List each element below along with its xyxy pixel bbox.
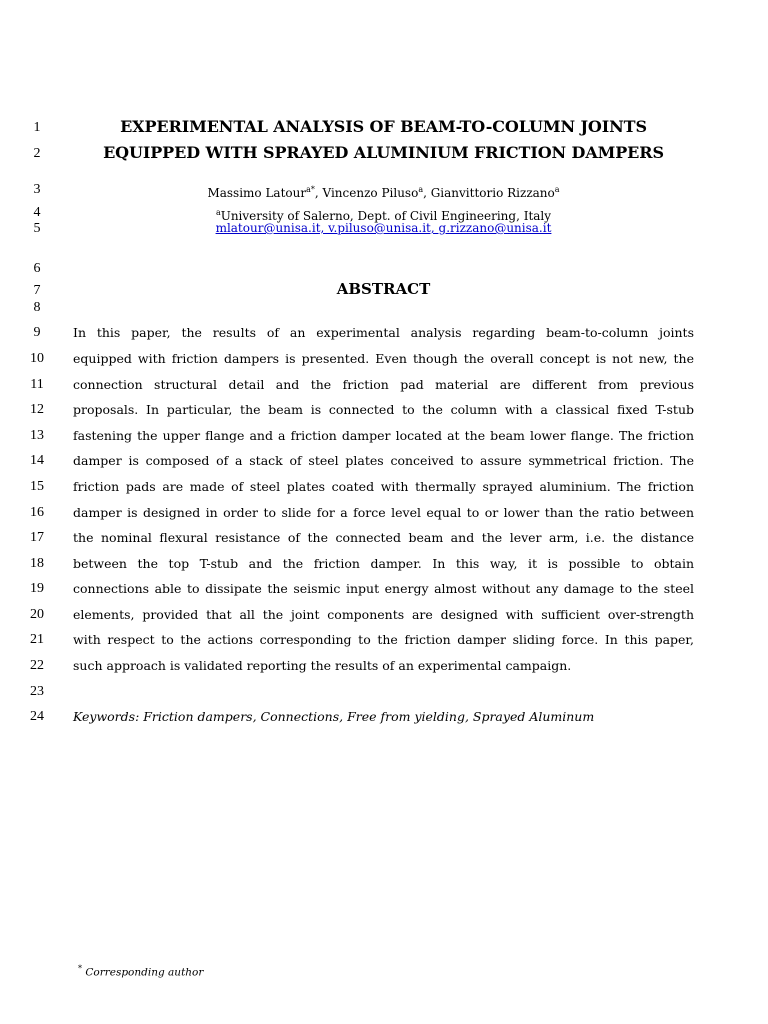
line-number: 21 (30, 632, 44, 647)
affiliation-text: University of Salerno, Dept. of Civil Engineering, Italy (220, 209, 552, 223)
line-number: 22 (30, 658, 44, 673)
affiliation-superscript: a (215, 208, 221, 217)
keywords: Keywords: Friction dampers, Connections, Free from yielding, Sprayed Aluminum (73, 709, 595, 724)
footnote-marker: * (78, 964, 82, 973)
line-number: 2 (33, 146, 41, 161)
author-superscript: a (554, 185, 560, 194)
abstract-line: elements, provided that all the joint components are designed with sufficient over-strength (73, 607, 694, 622)
line-number: 6 (33, 261, 41, 276)
line-number: 12 (30, 402, 44, 417)
line-number: 14 (30, 453, 44, 468)
line-number: 4 (33, 205, 41, 220)
line-number: 9 (33, 325, 41, 340)
footnote (78, 964, 203, 979)
abstract-line: equipped with friction dampers is presented. Even though the overall concept is not new, the (73, 351, 694, 366)
paper-title-line-2: EQUIPPED WITH SPRAYED ALUMINIUM FRICTION DAMPERS (103, 143, 664, 162)
line-number: 17 (30, 530, 44, 545)
abstract-line: proposals. In particular, the beam is connected to the column with a classical fixed T-stub (73, 402, 694, 417)
footnote-text: Corresponding author (82, 966, 204, 979)
line-number: 24 (30, 709, 44, 724)
abstract-line: the nominal flexural resistance of the connected beam and the lever arm, i.e. the distance (73, 530, 694, 545)
abstract-line: connection structural detail and the friction pad material are different from previous (73, 377, 694, 392)
abstract-line: connections able to dissipate the seismic input energy almost without any damage to the steel (73, 581, 694, 596)
line-number: 11 (30, 377, 44, 392)
abstract-line: friction pads are made of steel plates coated with thermally sprayed aluminium. The friction (73, 479, 694, 494)
abstract-heading: ABSTRACT (336, 280, 431, 298)
line-number: 3 (33, 182, 41, 197)
author-list (73, 179, 694, 204)
line-number: 16 (30, 505, 44, 520)
email-links[interactable]: mlatour@unisa.it, v.piluso@unisa.it, g.rizzano@unisa.it (215, 221, 552, 235)
line-number: 5 (33, 221, 41, 236)
email-row (73, 217, 694, 239)
author-name: , Vincenzo Piluso (314, 186, 419, 200)
line-number: 10 (30, 351, 44, 366)
line-number: 20 (30, 607, 44, 622)
line-row (0, 258, 768, 280)
abstract-line: damper is composed of a stack of steel plates conceived to assure symmetrical friction. The (73, 453, 694, 468)
line-number: 13 (30, 428, 44, 443)
line-number: 19 (30, 581, 44, 596)
paper-title-line-1: EXPERIMENTAL ANALYSIS OF BEAM-TO-COLUMN JOINTS (120, 117, 647, 136)
abstract-line: In this paper, the results of an experimental analysis regarding beam-to-column joints (73, 325, 694, 340)
abstract-line: with respect to the actions corresponding to the friction damper sliding force. In this paper, (73, 632, 694, 647)
line-number: 8 (33, 300, 41, 315)
line-row (0, 681, 768, 703)
author-name: Massimo Latour (207, 186, 307, 200)
line-number: 23 (30, 684, 44, 699)
abstract-line: such approach is validated reporting the results of an experimental campaign. (73, 658, 572, 673)
line-number: 18 (30, 556, 44, 571)
abstract-line: fastening the upper flange and a friction damper located at the beam lower flange. The friction (73, 428, 694, 443)
author-name: , Gianvittorio Rizzano (423, 186, 555, 200)
author-superscript: a* (306, 185, 315, 194)
abstract-line: damper is designed in order to slide for a force level equal to or lower than the ratio between (73, 505, 694, 520)
line-number: 15 (30, 479, 44, 494)
line-number: 7 (33, 283, 41, 298)
line-number: 1 (33, 120, 41, 135)
abstract-line: between the top T-stub and the friction damper. In this way, it is possible to obtain (73, 556, 694, 571)
line-row (0, 297, 768, 319)
author-superscript: a (418, 185, 424, 194)
